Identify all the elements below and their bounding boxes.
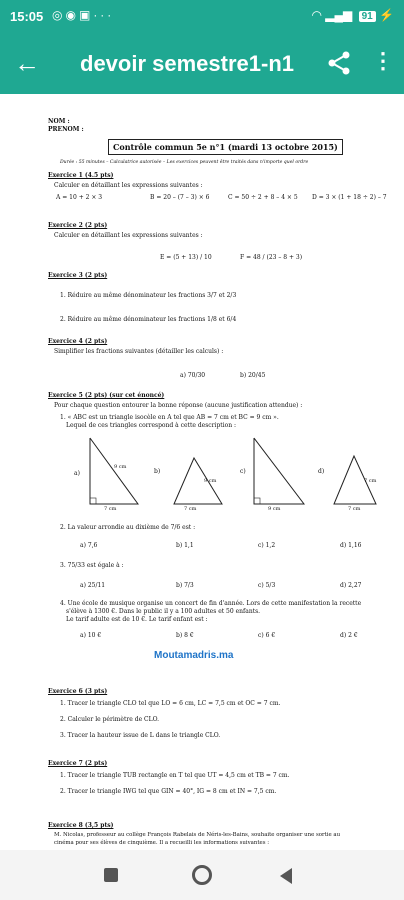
media-icon: ▣ (78, 8, 94, 22)
ex7-1: 1. Tracer le triangle TUB rectangle en T tel que UT = 4,5 cm et TB = 7 cm. (60, 772, 290, 779)
ex4-text: Simplifier les fractions suivantes (détailler les calculs) : (54, 348, 224, 355)
ex5-q3-a: a) 25/11 (80, 582, 106, 589)
ex1-text: Calculer en détaillant les expressions suivantes : (54, 182, 203, 189)
ex5-q2-d: d) 1,16 (340, 542, 362, 549)
ex5-q2-b: b) 1,1 (176, 542, 194, 549)
whatsapp-icon: ◎ (52, 8, 66, 22)
battery-icon: 91 (359, 11, 376, 22)
tri-a-side: 9 cm (114, 464, 127, 470)
ex6-2: 2. Calculer le périmètre de CLO. (60, 716, 160, 723)
document-title: devoir semestre1-n1 (80, 51, 294, 76)
ex5-title: Exercice 5 (2 pts) (sur cet énoncé) (48, 392, 165, 399)
signal-app-icon: ◉ (65, 8, 79, 22)
signal-icon: ▂▄▆ (325, 8, 353, 22)
ex5-text: Pour chaque question entourer la bonne réponse (aucune justification attendue) : (54, 402, 303, 409)
ex6-title: Exercice 6 (3 pts) (48, 688, 108, 695)
exam-header: Contrôle commun 5e n°1 (mardi 13 octobre 2015) (108, 139, 343, 155)
ex4-b: b) 20/45 (240, 372, 266, 379)
tri-b-side: 9 cm (204, 478, 217, 484)
ex5-q4b: s'élève à 1300 €. Dans le public il y a 100 adultes et 50 enfants. (66, 608, 261, 615)
ex3-2: 2. Réduire au même dénominateur les fractions 1/8 et 6/4 (60, 316, 237, 323)
ex1-b: B = 20 – (7 – 3) × 6 (150, 194, 210, 201)
ex7-title: Exercice 7 (2 pts) (48, 760, 108, 767)
ex5-q3: 3. 75/33 est égale à : (60, 562, 124, 569)
ex7-2: 2. Tracer le triangle IWG tel que GIN = 40°, IG = 8 cm et IN = 7,5 cm. (60, 788, 277, 795)
ex1-d: D = 3 × (1 + 18 ÷ 2) – 7 (312, 194, 387, 201)
ex5-q3-b: b) 7/3 (176, 582, 194, 589)
overflow-menu-icon[interactable]: ⋮ (372, 48, 394, 73)
ex5-q1: 1. « ABC est un triangle isocèle en A tel que AB = 7 cm et BC = 9 cm ». (60, 414, 279, 421)
ex4-a: a) 70/30 (180, 372, 206, 379)
ex1-a: A = 10 + 2 × 3 (56, 194, 103, 201)
back-icon[interactable]: ← (14, 48, 40, 78)
share-icon[interactable] (326, 50, 352, 76)
ex8-2: cinéma pour ses élèves de cinquième. Il a recueilli les informations suivantes : (54, 840, 270, 846)
wifi-icon: ◠ (311, 8, 322, 22)
tri-label-b: b) (154, 468, 161, 475)
ex1-c: C = 50 ÷ 2 + 8 – 4 × 5 (228, 194, 298, 201)
tri-c-base: 9 cm (268, 506, 281, 512)
home-icon[interactable] (192, 865, 212, 885)
tri-label-a: a) (74, 470, 80, 477)
ex2-title: Exercice 2 (2 pts) (48, 222, 108, 229)
ex5-q4-d: d) 2 € (340, 632, 358, 639)
prenom-label: PRENOM : (48, 126, 84, 133)
notification-icons (52, 8, 114, 22)
ex6-1: 1. Tracer le triangle CLO tel que LO = 6 cm, LC = 7,5 cm et OC = 7 cm. (60, 700, 281, 707)
tri-b-base: 7 cm (184, 506, 197, 512)
ex2-text: Calculer en détaillant les expressions suivantes : (54, 232, 203, 239)
ex6-3: 3. Tracer la hauteur issue de L dans le triangle CLO. (60, 732, 221, 739)
back-nav-icon[interactable] (280, 868, 292, 884)
ex5-q2-c: c) 1,2 (258, 542, 276, 549)
tri-d-base: 7 cm (348, 506, 361, 512)
more-dots-icon: ··· (93, 8, 115, 22)
watermark-logo: Moutamadris.ma (154, 650, 234, 661)
charging-icon: ⚡ (379, 8, 394, 22)
ex3-1: 1. Réduire au même dénominateur les fractions 3/7 et 2/3 (60, 292, 237, 299)
status-bar (0, 0, 404, 36)
ex5-q4: 4. Une école de musique organise un concert de fin d'année. Lors de cette manifestation la recette (60, 600, 362, 607)
tri-a-base: 7 cm (104, 506, 117, 512)
ex3-title: Exercice 3 (2 pts) (48, 272, 108, 279)
app-bar (0, 36, 404, 94)
nom-label: NOM : (48, 118, 70, 125)
ex5-q4c: Le tarif adulte est de 10 €. Le tarif enfant est : (66, 616, 208, 623)
ex5-q2-a: a) 7,6 (80, 542, 98, 549)
ex5-q3-d: d) 2,27 (340, 582, 362, 589)
tri-d-side: 7 cm (364, 478, 377, 484)
recents-icon[interactable] (104, 868, 118, 882)
ex5-q4-c: c) 6 € (258, 632, 276, 639)
ex5-q2: 2. La valeur arrondie au dixième de 7/6 est : (60, 524, 196, 531)
tri-label-c: c) (240, 468, 246, 475)
ex1-title: Exercice 1 (4.5 pts) (48, 172, 114, 179)
ex8-title: Exercice 8 (3,5 pts) (48, 822, 114, 829)
tri-label-d: d) (318, 468, 325, 475)
ex5-q4-a: a) 10 € (80, 632, 102, 639)
clock: 15:05 (10, 9, 44, 24)
system-icons (311, 8, 394, 22)
ex2-f: F = 48 / (23 – 8 + 3) (240, 254, 303, 261)
ex2-e: E = (5 + 13) / 10 (160, 254, 212, 261)
pdf-page[interactable] (0, 94, 404, 850)
system-nav-bar (0, 850, 404, 900)
ex5-q3-c: c) 5/3 (258, 582, 276, 589)
ex5-q1b: Lequel de ces triangles correspond à cette description : (66, 422, 237, 429)
ex5-q4-b: b) 8 € (176, 632, 194, 639)
duration-note: Durée : 55 minutes – Calculatrice autorisée – Les exercices peuvent être traités dans n'importe quel ordre (60, 160, 309, 165)
ex8-1: M. Nicolas, professeur au collège François Rabelais de Néris-les-Bains, souhaite organiser une sortie au (54, 832, 341, 838)
ex4-title: Exercice 4 (2 pts) (48, 338, 108, 345)
